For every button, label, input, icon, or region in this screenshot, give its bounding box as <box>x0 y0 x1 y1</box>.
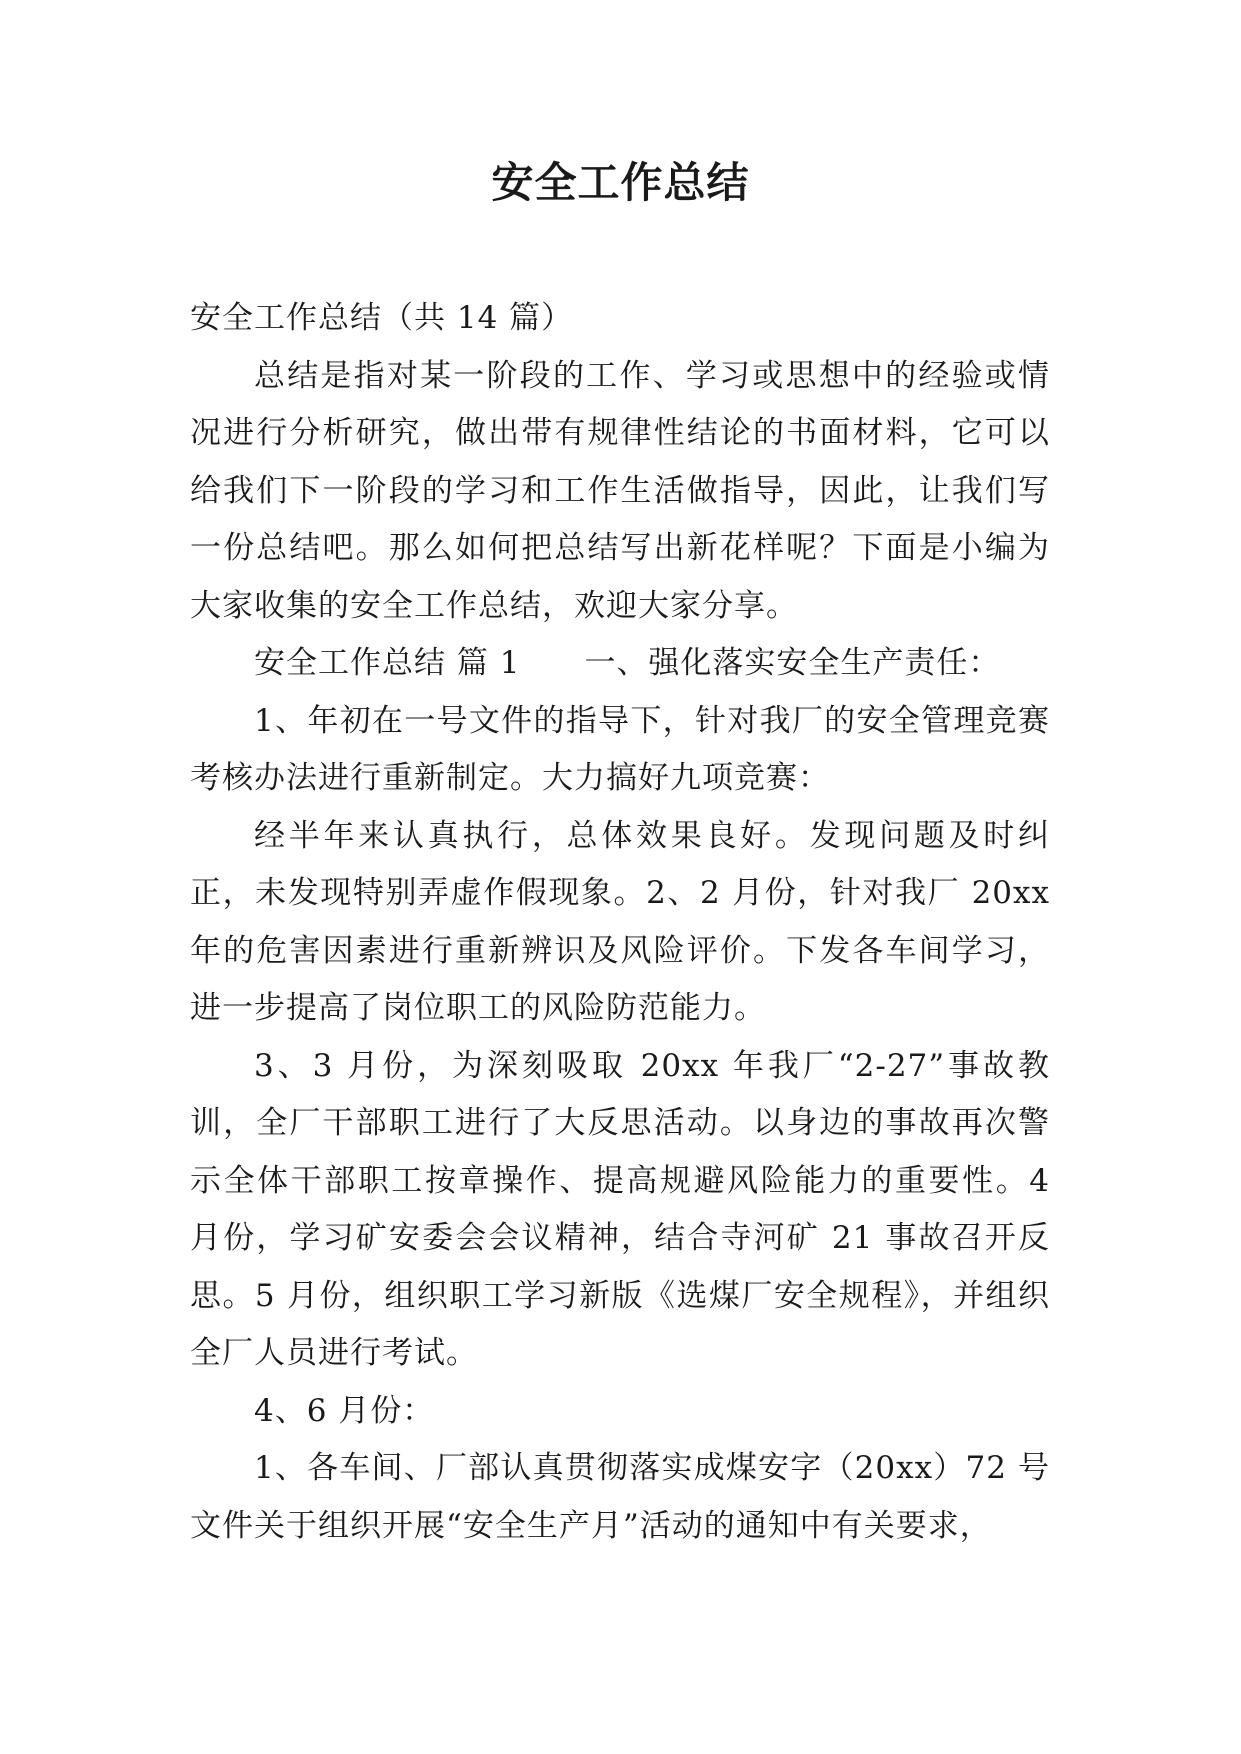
body-paragraph-2: 经半年来认真执行，总体效果良好。发现问题及时纠正，未发现特别弄虚作假现象。2、2 月份，针对我厂 20xx 年的危害因素进行重新辨识及风险评价。下发各车间学习，进一步提高了岗位职工的风险防范能力。 <box>190 817 1050 1026</box>
section-label: 安全工作总结 篇 1 <box>254 645 521 681</box>
document-body <box>190 290 1050 1555</box>
section-heading-row <box>190 635 1050 693</box>
body-paragraph-1: 1、年初在一号文件的指导下，针对我厂的安全管理竞赛考核办法进行重新制定。大力搞好九项竞赛： <box>190 702 1050 796</box>
document-subtitle: 安全工作总结（共 14 篇） <box>190 300 574 336</box>
intro-paragraph: 总结是指对某一阶段的工作、学习或思想中的经验或情况进行分析研究，做出带有规律性结论的书面材料，它可以给我们下一阶段的学习和工作生活做指导，因此，让我们写一份总结吧。那么如何把总结写出新花样呢？下面是小编为大家收集的安全工作总结，欢迎大家分享。 <box>190 357 1050 624</box>
document-title: 安全工作总结 <box>491 158 750 207</box>
body-paragraph-5: 1、各车间、厂部认真贯彻落实成煤安字（20xx）72 号文件关于组织开展“安全生产月”活动的通知中有关要求， <box>190 1450 1050 1544</box>
section-heading: 一、强化落实安全生产责任： <box>584 645 1001 681</box>
body-paragraph-4: 4、6 月份： <box>254 1392 435 1429</box>
body-paragraph-3: 3、3 月份，为深刻吸取 20xx 年我厂“2-27”事故教训，全厂干部职工进行了大反思活动。以身边的事故再次警示全体干部职工按章操作、提高规避风险能力的重要性。4 月份，学习矿安委会会议精神，结合寺河矿 21 事故召开反思。5 月份，组织职工学习新版《选煤厂安全规程》，并组织全厂人员进行考试。 <box>190 1047 1050 1371</box>
